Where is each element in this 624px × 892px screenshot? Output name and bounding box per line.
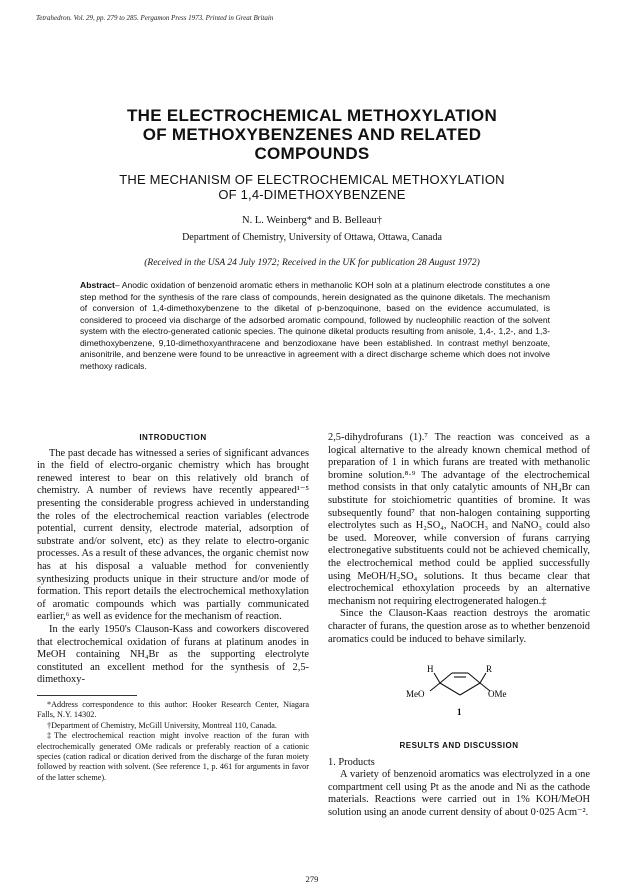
structure-label-h: H xyxy=(427,664,434,674)
products-subheading: 1. Products xyxy=(328,756,375,768)
footnote-3: ‡The electrochemical reaction might involve reaction of the furan with electrochemically generated OMe radicals or preferably reaction of a cationic species (cation radical or dication derived from the discharge of the furan moiety followed by reaction with solvent. (See reference 1, p. 461 for arguments in favor of the latter scheme). xyxy=(37,731,309,782)
ring-bonds xyxy=(430,673,490,695)
intro-paragraph-1: The past decade has witnessed a series of significant advances in the field of electro-organic chemistry which has brought renewed interest to bear on this relatively old branch of chemistry. A number of reviews have recently appeared¹⁻⁵ presenting the considerable progress achieved in understanding the roles of the electrochemical reaction variables (electrode potential, current density, electrode material, adsorption of substrate and/or solvent, etc) as they relate to electro-organic processes. As a result of these advances, the organic chemist now has at his disposal a valuable method for conveniently synthesizing products unique in their structure and/or mode of formation. This report details the electrochemical methoxylation of aromatic compounds which was partially communicated earlier,⁶ as well as evidence for the mechanism of reaction. xyxy=(37,447,309,623)
results-section xyxy=(328,740,590,820)
title-line-2: OF METHOXYBENZENES AND RELATED xyxy=(142,125,482,144)
structure-label-meo: MeO xyxy=(406,689,425,699)
subtitle-line-1: THE MECHANISM OF ELECTROCHEMICAL METHOXYLATION xyxy=(119,172,505,187)
title-line-3: COMPOUNDS xyxy=(254,144,370,163)
left-column xyxy=(37,432,309,783)
introduction-heading: INTRODUCTION xyxy=(139,433,207,442)
footnotes xyxy=(37,700,309,783)
structure-label-ome: OMe xyxy=(488,689,507,699)
abstract xyxy=(80,280,550,372)
right-paragraph-1: 2,5-dihydrofurans (1).⁷ The reaction was conceived as a logical alternative to the already known chemical method of preparation of 1 in which furans are treated with methanolic bromine solution.⁸·⁹ The advantage of the electrochemical method consists in that only catalytic amounts of NH₄Br can substitute for stoichiometric quantities of bromine. It was subsequently found⁷ that non-halogen containing supporting electrolytes such as H₂SO₄, NaOCH₃ and NaNO₃ could also be used. Moreover, while conversion of furans carrying electronegative substituents could not be achieved chemically, the electrochemical method could be applied successfully using MeOH/H₂SO₄ solutions. It thus became clear that electrochemical ethoxylation proceeds by an alternative mechanism not requiring electrogenerated halogen.‡ xyxy=(328,432,590,607)
intro-paragraph-2: In the early 1950's Clauson-Kass and coworkers discovered that electrochemical oxidation of furans at platinum anodes in MeOH containing NH₄Br as the supporting electrolyte constituted an excellent method for the synthesis of 2,5-dimethoxy- xyxy=(37,623,309,686)
footnote-1: *Address correspondence to this author: Hooker Research Center, Niagara Falls, N.Y. 14302. xyxy=(37,699,309,720)
structure-label-r: R xyxy=(486,664,493,674)
results-paragraph: A variety of benzenoid aromatics was electrolyzed in a one compartment cell using Pt as the anode and Ni as the cathode materials. Reactions were carried out in 1% KOH/MeOH solution using an anode current density of about 0·025 Acm⁻². xyxy=(328,769,590,818)
affiliation: Department of Chemistry, University of Ottawa, Ottawa, Canada xyxy=(182,232,442,243)
dihydrofuran-structure xyxy=(400,655,520,725)
right-column xyxy=(328,432,590,646)
page-number: 279 xyxy=(305,874,319,884)
journal-citation: Tetrahedron. Vol. 29, pp. 279 to 285. Pergamon Press 1973. Printed in Great Britain xyxy=(36,14,274,22)
title-line-1: THE ELECTROCHEMICAL METHOXYLATION xyxy=(126,106,498,125)
compound-number: 1 xyxy=(457,707,462,717)
footnote-divider xyxy=(37,695,137,696)
subtitle-line-2: OF 1,4-DIMETHOXYBENZENE xyxy=(218,187,406,202)
right-paragraph-2: Since the Clauson-Kaas reaction destroys the aromatic character of furans, the question arose as to whether benzenoid aromatics could be induced to behave similarly. xyxy=(328,608,590,645)
authors: N. L. Weinberg* and B. Belleau† xyxy=(242,215,382,226)
footnote-2: †Department of Chemistry, McGill University, Montreal 110, Canada. xyxy=(47,720,277,730)
abstract-text: – Anodic oxidation of benzenoid aromatic ethers in methanolic KOH soln at a platinum electrode constitutes a one step method for the synthesis of the rare class of compounds, herein designated as the quinone diketals. The mechanism of conversion of 1,4-dimethoxybenzene to the diketal of p-benzoquinone, based on the evidence accumulated, is considered to proceed via discharge of the adsorbed aromatic compound, followed by nucleophilic reaction of the solvent system with the electro-generated cationic species. The quinone diketal products resulting from anisole, 1,4-, 1,2-, and 1,3-dimethoxybenzene, 9,10-dimethoxyanthracene and benzodioxane have been established. In contrast methyl benzoate, anisonitrile, and benzene were found to be unreactive in agreement with a direct discharge scheme which does not involve methoxy radicals. xyxy=(80,280,550,371)
abstract-label: Abstract xyxy=(80,280,115,290)
received-dates: (Received in the USA 24 July 1972; Received in the UK for publication 28 August 1972) xyxy=(144,258,480,268)
results-heading: RESULTS AND DISCUSSION xyxy=(399,741,519,750)
